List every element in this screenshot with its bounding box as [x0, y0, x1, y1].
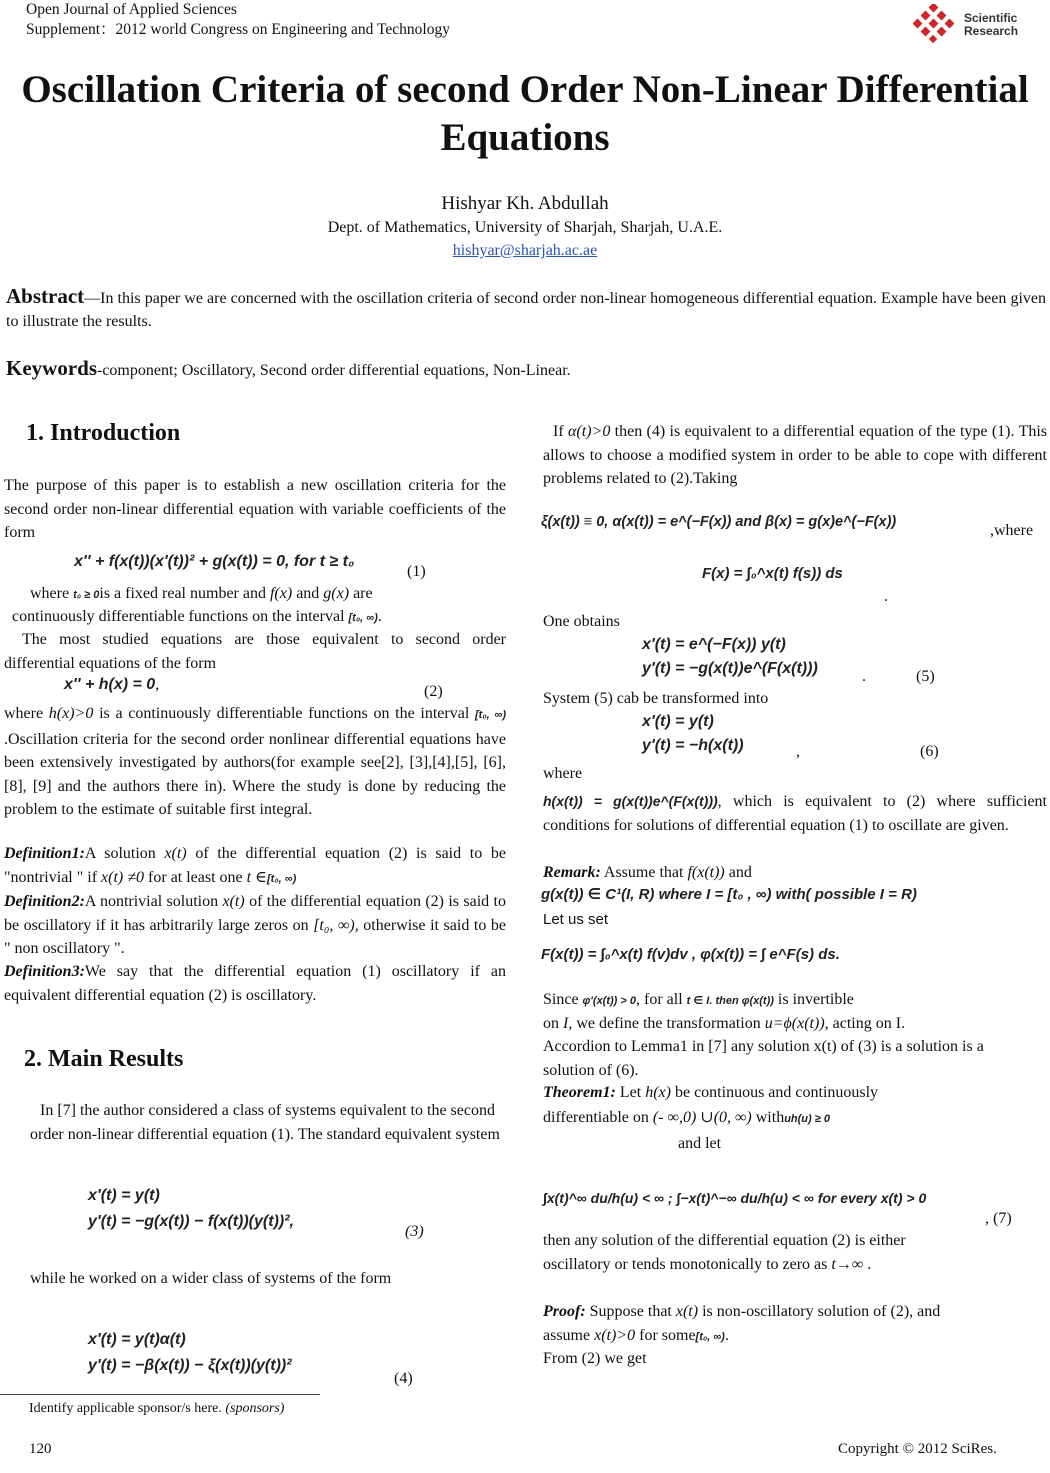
equation-6: x'(t) = y(t) y'(t) = −h(x(t)) [642, 713, 744, 754]
one-obtains: One obtains [543, 613, 620, 630]
equation-3: x'(t) = y(t) y'(t) = −g(x(t)) − f(x(t))(y(t))², [88, 1187, 294, 1230]
equation-taking-where: ,where [990, 522, 1034, 539]
intro-paragraph-4: where h(x)>0 is a continuously differentiable functions on the interval [t₀, ∞) .Oscillation criteria for the second order nonlinear differential equations have been extensively investigated by authors(for example see[2], [3],[4],[5], [6],[8], [9] and the authors there in). Where the study is done by reducing the problem to the estimate of suitable first integral. [4, 705, 506, 818]
copyright: Copyright © 2012 SciRes. [838, 1441, 997, 1457]
equation-6-comma: , [796, 743, 800, 760]
abstract-text: —In this paper we are concerned with the oscillation criteria of second order non-linear homogeneous differential equation. Example have been given to illustrate the results. [6, 290, 1046, 330]
intro-paragraph-2b: continuously differentiable functions on the interval [t₀, ∞). [12, 608, 382, 625]
remark: Remark: Assume that f(x(t)) and [543, 864, 752, 881]
right-paragraph-1: If α(t)>0 then (4) is equivalent to a differential equation of the type (1). This allows to choose a modified system in order to be able to cope with different problems related to (2).Taking [543, 423, 1048, 487]
accordion-paragraph: Accordion to Lemma1 in [7] any solution x(t) of (3) is a solution is a solution of (6). [543, 1038, 984, 1079]
equation-remark: g(x(t)) ∈ C¹(I, R) where I = [t₀ , ∞) with( possible I = R) [541, 886, 917, 903]
logo-text: Scientific Research [964, 11, 1019, 38]
proof-line3: From (2) we get [543, 1350, 647, 1367]
definition-3: Definition3:We say that the differential equation (1) oscillatory if an equivalent differential equation (2) is oscillatory. [4, 963, 506, 1004]
email-link[interactable]: hishyar@sharjah.ac.ae [452, 242, 598, 259]
theorem-1: Theorem1: Let h(x) be continuous and continuously [543, 1084, 879, 1101]
page-number: 120 [29, 1441, 52, 1457]
equation-7: ∫x(t)^∞ du/h(u) < ∞ ; ∫−x(t)^−∞ du/h(u) < ∞ for every x(t) > 0 [543, 1190, 927, 1206]
main-paragraph-1: In [7] the author considered a class of systems equivalent to the second order non-linear differential equation (1). The standard equivalent system [30, 1102, 500, 1143]
intro-paragraph-3: The most studied equations are those equivalent to second order differential equations of the form [4, 631, 506, 672]
footnote-divider [0, 1394, 320, 1395]
abstract [6, 285, 1046, 333]
equation-F: F(x) = ∫₀^x(t) f(s)) ds [702, 565, 843, 582]
equation-5-dot: . [862, 668, 866, 685]
diamond-grid-logo-icon [912, 4, 960, 44]
equation-1-number: (1) [407, 563, 426, 580]
section-heading-introduction: 1. Introduction [26, 420, 181, 446]
author-name: Hishyar Kh. Abdullah [441, 193, 609, 214]
equation-2-number: (2) [424, 683, 443, 700]
journal-name: Open Journal of Applied Sciences [26, 1, 237, 18]
abstract-label: Abstract [6, 284, 85, 308]
equation-5-number: (5) [916, 668, 935, 685]
author-affiliation: Dept. of Mathematics, University of Sharjah, Sharjah, U.A.E. [327, 219, 723, 236]
intro-paragraph-1: The purpose of this paper is to establish a new oscillation criteria for the second order non-linear differential equation with variable coefficients of the form [4, 477, 506, 541]
where-label: where [543, 765, 583, 782]
system-5-text: System (5) cab be transformed into [543, 690, 769, 707]
proof-line2: assume x(t)>0 for some[t₀, ∞). [543, 1327, 729, 1344]
proof: Proof: Suppose that x(t) is non-oscillatory solution of (2), and [543, 1303, 941, 1320]
paper-title: Oscillation Criteria of second Order Non-Linear Differential Equations [21, 68, 1029, 159]
theorem-then: then any solution of the differential equation (2) is either [543, 1232, 906, 1249]
since-paragraph-2: on I, we define the transformation u=ϕ(x(t)), acting on I. [543, 1015, 906, 1032]
equation-7-number: , (7) [985, 1210, 1012, 1227]
section-heading-main-results: 2. Main Results [24, 1046, 184, 1072]
intro-paragraph-2: where t₀ ≥ 0is a fixed real number and f(x) and g(x) are [30, 585, 373, 602]
equation-4-number: (4) [394, 1370, 413, 1387]
author-email [0, 240, 1050, 262]
footnote-sponsor: Identify applicable sponsor/s here. (sponsors) [29, 1401, 285, 1416]
theorem-1-line2: differentiable on (- ∞,0) ∪(0, ∞) withuh(u) ≥ 0 [543, 1109, 830, 1126]
journal-header [26, 0, 450, 40]
keywords [6, 357, 1046, 382]
journal-supplement: Supplement：2012 world Congress on Engineering and Technology [26, 21, 450, 38]
keywords-label: Keywords [6, 356, 97, 380]
equation-6-number: (6) [920, 743, 939, 760]
equation-1: x'' + f(x(t))(x'(t))² + g(x(t)) = 0, for t ≥ t₀ [74, 553, 355, 570]
equation-4: x'(t) = y(t)α(t) y'(t) = −β(x(t)) − ξ(x(t))(y(t))² [88, 1331, 292, 1374]
equation-set: F(x(t)) = ∫₀^x(t) f(v)dv , φ(x(t)) = ∫ e^F(s) ds. [541, 946, 840, 963]
since-paragraph: Since φ'(x(t)) > 0, for all t ∈ I. then φ(x(t)) is invertible [543, 991, 854, 1008]
equation-3-number: (3) [405, 1223, 424, 1240]
equation-h-paragraph: h(x(t)) = g(x(t))e^(F(x(t))), which is equivalent to (2) where sufficient conditions for solutions of differential equation (1) to oscillate are given. [543, 793, 1048, 834]
definition-2: Definition2:A nontrivial solution x(t) of the differential equation (2) is said to be oscillatory if it has arbitrarily large zeros on [t₀, ∞), otherwise it said to be " non oscillatory ". [4, 893, 507, 957]
equation-5: x'(t) = e^(−F(x)) y(t) y'(t) = −g(x(t))e^(F(x(t))) [642, 636, 818, 677]
publisher-logo [912, 4, 1032, 44]
definition-1: Definition1:A solution x(t) of the differential equation (2) is said to be "nontrivial " if x(t) ≠0 for at least one t ∈[t₀, ∞) [4, 845, 506, 886]
main-paragraph-2: while he worked on a wider class of systems of the form [30, 1270, 392, 1287]
equation-F-dot: . [884, 588, 888, 605]
let-us-set: Let us set [543, 911, 609, 928]
equation-2: x'' + h(x) = 0, [64, 676, 160, 693]
equation-taking: ξ(x(t)) ≡ 0, α(x(t)) = e^(−F(x)) and β(x) = g(x)e^(−F(x)) [541, 514, 897, 530]
theorem-then-2: oscillatory or tends monotonically to zero as t→∞ . [543, 1256, 872, 1273]
theorem-and-let: and let [678, 1135, 722, 1152]
keywords-text: -component; Oscillatory, Second order differential equations, Non-Linear. [97, 362, 571, 379]
